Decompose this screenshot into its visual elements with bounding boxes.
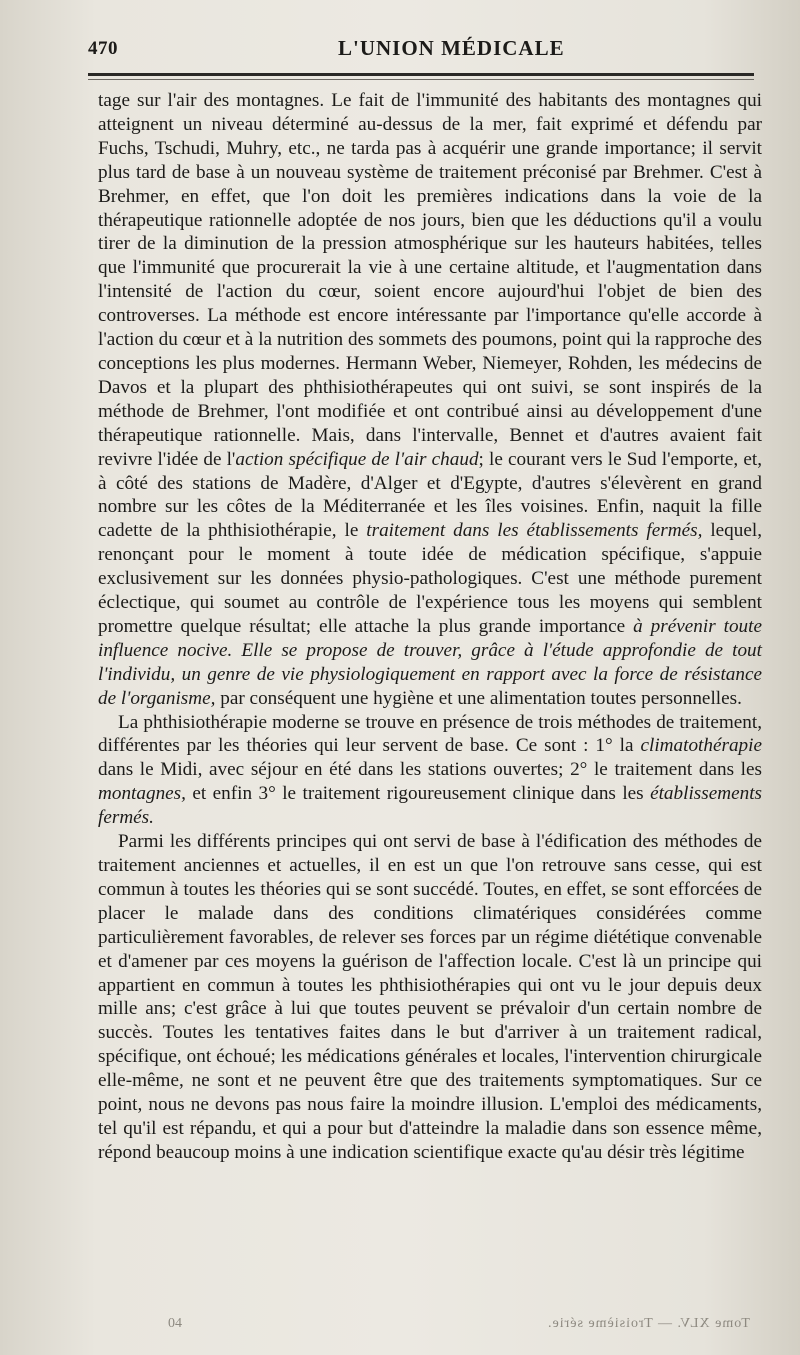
paragraph bbox=[98, 711, 762, 831]
text-run: ; le courant vers le Sud l'emporte, et, à côté des stations de Madère, d'Alger et d'Egypte, d'autres s'élevèrent en grand nombre sur les côtes de la Méditerranée et les îles voisines. Enfin, naquit la fille cadette de la phthisiothérapie, le bbox=[98, 448, 763, 542]
page-number: 470 bbox=[88, 38, 118, 59]
journal-title: L'UNION MÉDICALE bbox=[338, 36, 565, 60]
text-run: tage sur l'air des montagnes. Le fait de l'immunité des habitants des montagnes qui atteignent un niveau déterminé au-dessus de la mer, fait exprimé et défendu par Fuchs, Tschudi, Muhry, etc., ne tarda pas à acquérir une grande importance; il servit plus tard de base à un nouveau système de traitement préconisé par Brehmer. C'est à Brehmer, en effet, que l'on doit les premières indications dans la voie de la thérapeutique rationnelle adoptée de nos jours, bien que les déductions qu'il a voulu tirer de la diminution de la pression atmosphérique sur les hauteurs habitées, telles que l'immunité que procurerait la vie à une certaine altitude, et l'augmentation dans l'intensité de l'action du cœur, soient encore aujourd'hui l'objet de bien des controverses. La méthode est encore intéressante par l'importance qu'elle accorde à l'action du cœur et à la nutrition des sommets des poumons, point qui la rapproche des conceptions les plus modernes. Hermann Weber, Niemeyer, Rohden, les médecins de Davos et la plupart des phthisiothérapeutes qui ont suivi, se sont inspirés de la méthode de Brehmer, l'ont modifiée et ont contribué ainsi au développement d'une thérapeutique rationnelle. Mais, dans l'intervalle, Bennet et d'autres avaient fait revivre l'idée de l' bbox=[98, 90, 762, 470]
italic-run: traitement dans les établissements fermés, bbox=[366, 520, 703, 542]
page-footer bbox=[88, 1314, 754, 1338]
italic-run: action spécifique de l'air chaud bbox=[235, 448, 479, 470]
text-run: lequel, renonçant pour le moment à toute idée de médication spécifique, s'appuie exclusivement sur les données physio-pathologiques. C'est une méthode purement éclectique, qui soumet au contrôle de l'expérience tous les moyens qui semblent promettre quelque résultat; elle attache la plus grande importance bbox=[98, 520, 763, 637]
italic-run: établissements fermés. bbox=[98, 783, 762, 829]
article-body bbox=[98, 89, 762, 1165]
footer-show-through: Tome XLV. — Troisième série. bbox=[547, 1316, 750, 1331]
text-run: La phthisiothérapie moderne se trouve en présence de trois méthodes de traitement, différentes par les théories qui leur servent de base. Ce sont : 1° la bbox=[98, 711, 762, 757]
paragraph bbox=[98, 89, 762, 711]
text-run: dans le Midi, avec séjour en été dans les stations ouvertes; 2° le traitement dans les bbox=[98, 759, 762, 781]
running-header bbox=[88, 36, 754, 76]
paragraph bbox=[98, 830, 762, 1165]
header-rule bbox=[88, 73, 754, 76]
italic-run: climatothérapie bbox=[640, 735, 762, 757]
italic-run: à prévenir toute influence nocive. Elle se propose de trouver, grâce à l'étude approfondie de tout l'individu, un genre de vie physiologiquement en rapport avec la force de résistance de l'organisme, bbox=[98, 615, 762, 709]
header-rule-thin bbox=[88, 79, 754, 80]
footer-signature: 04 bbox=[168, 1316, 182, 1331]
italic-run: montagnes, bbox=[98, 783, 186, 805]
text-run: Parmi les différents principes qui ont servi de base à l'édification des méthodes de traitement anciennes et actuelles, il en est un que l'on retrouve sans cesse, qui est commun à toutes les théories qui se sont succédé. Toutes, en effet, se sont efforcées de placer le malade dans des conditions climatériques considérées comme particulièrement favorables, de relever ses forces par un régime diététique convenable et d'amener par ces moyens la guérison de l'affection locale. C'est là un principe qui appartient en commun à toutes les phthisiothérapies qui ont vu le jour depuis deux mille ans; c'est grâce à lui que toutes peuvent se prévaloir d'un certain nombre de succès. Toutes les tentatives faites dans le but d'arriver à un traitement radical, spécifique, ont échoué; les médications générales et locales, l'intervention chirurgicale elle-même, ne sont et ne peuvent être que des traitements symptomatiques. Sur ce point, nous ne devons pas nous faire la moindre illusion. L'emploi des médicaments, tel qu'il est répandu, et qui a pour but d'atteindre la maladie dans son essence même, répond beaucoup moins à une indication scientifique exacte qu'au désir très légitime bbox=[98, 831, 762, 1163]
text-run: par conséquent une hygiène et une alimentation toutes personnelles. bbox=[215, 687, 742, 709]
text-run: et enfin 3° le traitement rigoureusement clinique dans les bbox=[185, 783, 651, 805]
